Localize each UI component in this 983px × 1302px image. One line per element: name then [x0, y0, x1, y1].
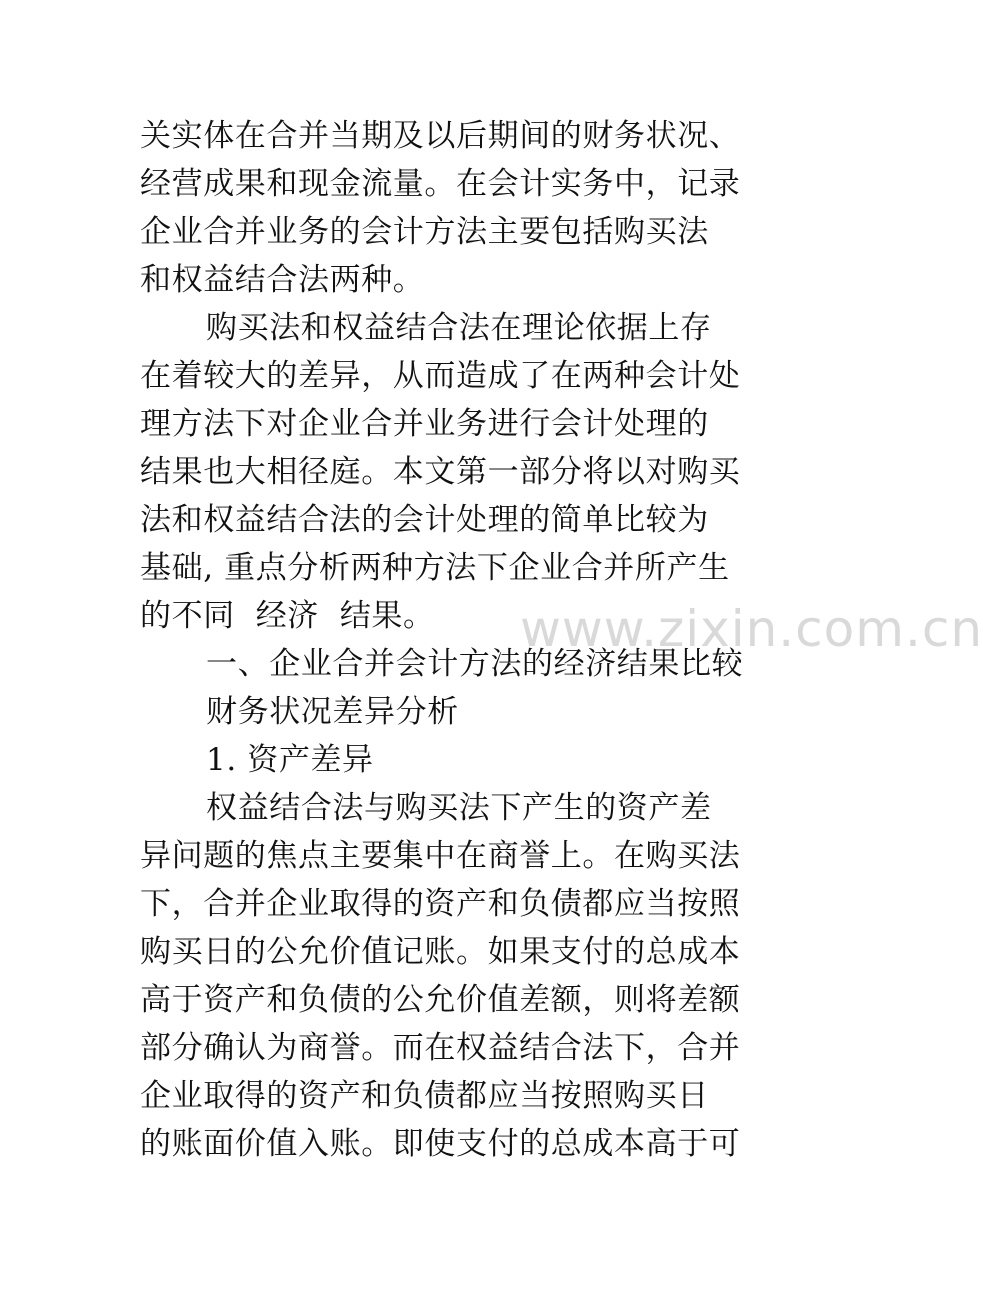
watermark: www.zixin.com.cn	[520, 600, 983, 658]
text-line: 高于资产和负债的公允价值差额，则将差额	[140, 982, 741, 1018]
text-line: 和权益结合法两种。	[140, 262, 425, 298]
text-line: 的不同 经济 结果。	[140, 598, 435, 634]
sub-subsection-heading: 1. 资产差异	[206, 742, 374, 778]
text-line: 结果也大相径庭。本文第一部分将以对购买	[140, 454, 741, 490]
paragraph-first-line: 购买法和权益结合法在理论依据上存	[206, 310, 712, 346]
text-line: 企业取得的资产和负债都应当按照购买日	[140, 1078, 709, 1114]
text-line: 关实体在合并当期及以后期间的财务状况、	[140, 118, 741, 154]
text-line: 企业合并业务的会计方法主要包括购买法	[140, 214, 709, 250]
text-line: 理方法下对企业合并业务进行会计处理的	[140, 406, 709, 442]
subsection-heading: 财务状况差异分析	[206, 694, 459, 730]
paragraph-first-line: 权益结合法与购买法下产生的资产差	[206, 790, 712, 826]
text-line: 经营成果和现金流量。在会计实务中，记录	[140, 166, 741, 202]
text-line: 在着较大的差异，从而造成了在两种会计处	[140, 358, 741, 394]
text-line: 部分确认为商誉。而在权益结合法下，合并	[140, 1030, 741, 1066]
text-line: 的账面价值入账。即使支付的总成本高于可	[140, 1126, 741, 1162]
text-line: 法和权益结合法的会计处理的简单比较为	[140, 502, 709, 538]
text-line: 下，合并企业取得的资产和负债都应当按照	[140, 886, 741, 922]
text-line: 基础, 重点分析两种方法下企业合并所产生	[140, 550, 730, 586]
section-heading: 一、企业合并会计方法的经济结果比较	[206, 646, 744, 682]
text-line: 异问题的焦点主要集中在商誉上。在购买法	[140, 838, 741, 874]
text-line: 购买日的公允价值记账。如果支付的总成本	[140, 934, 741, 970]
